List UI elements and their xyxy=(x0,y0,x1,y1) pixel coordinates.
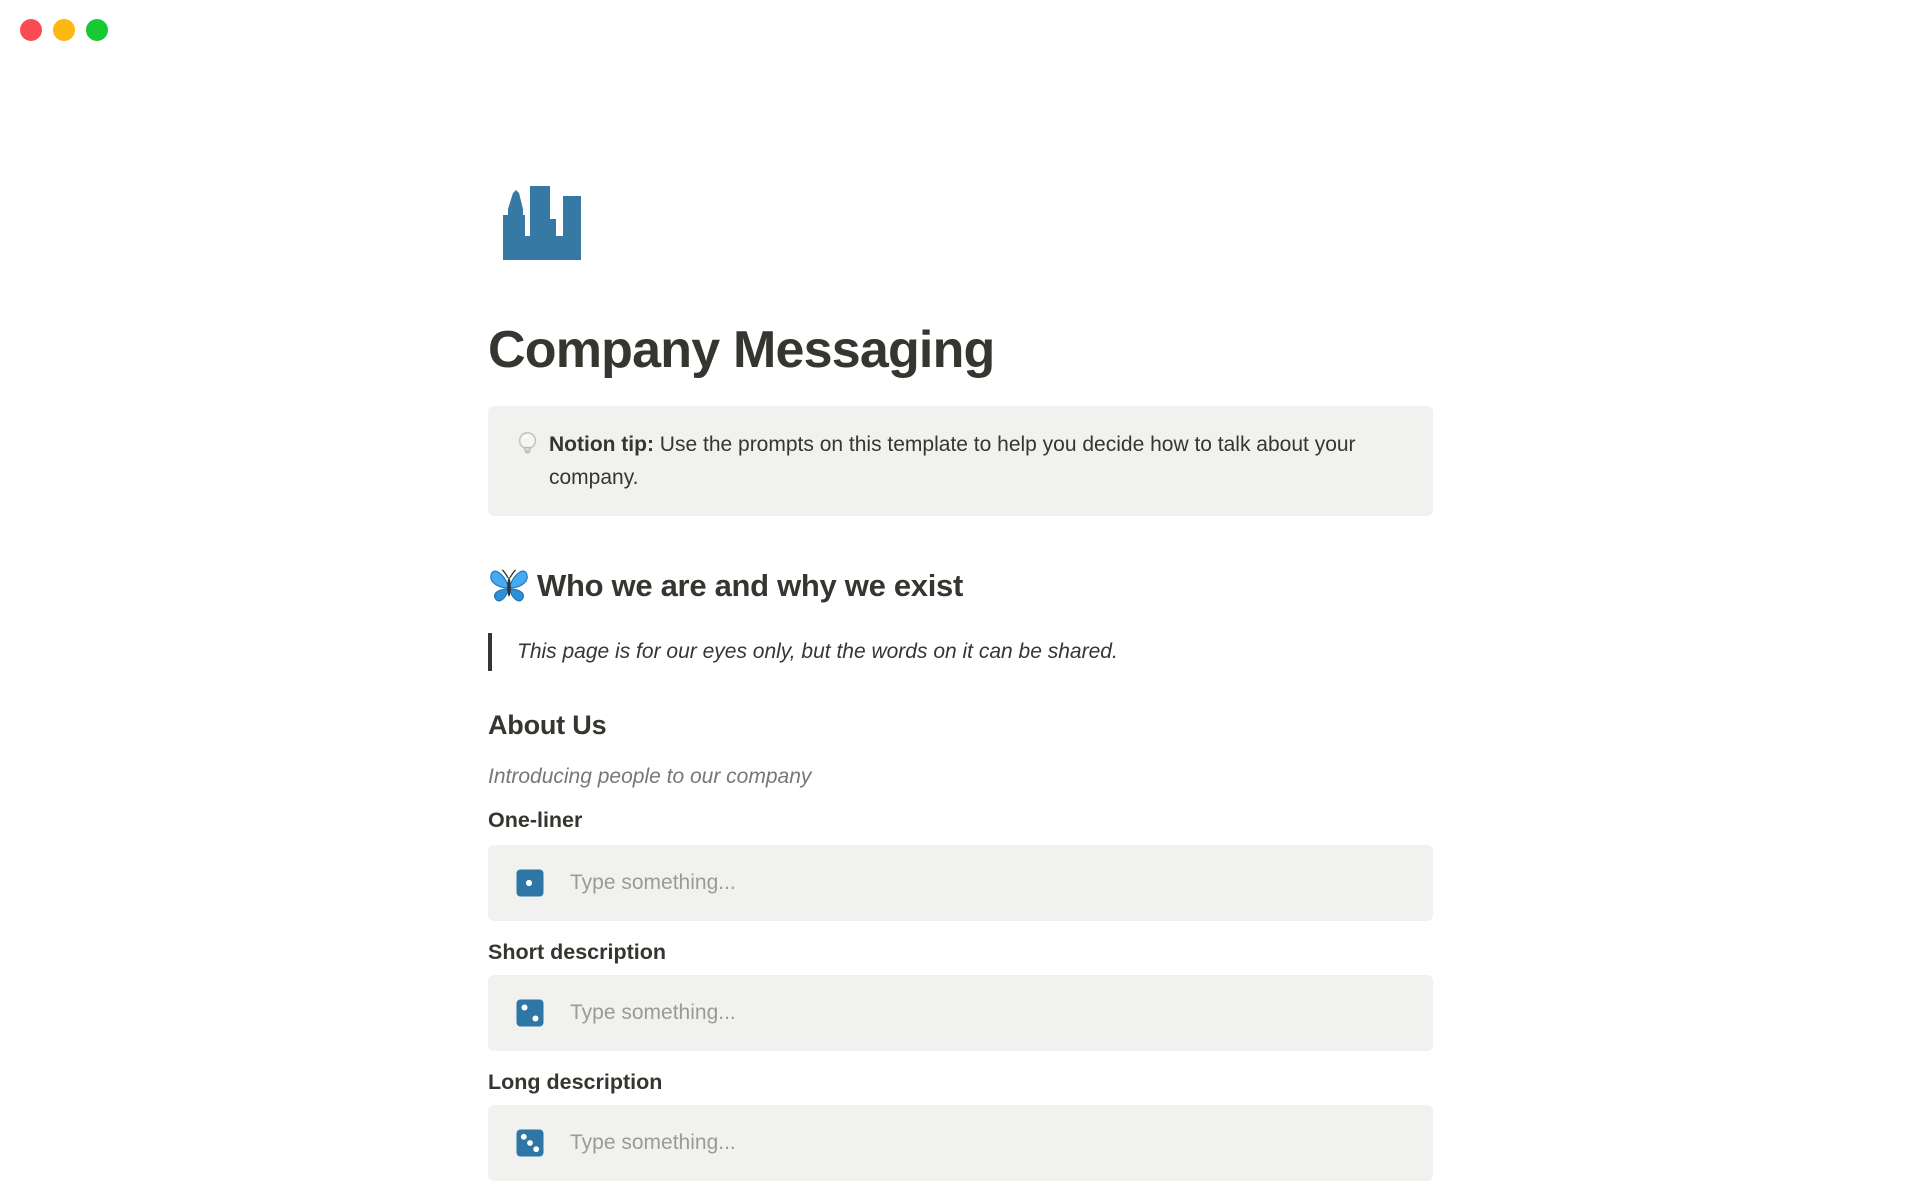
field-input-short-description[interactable] xyxy=(488,975,1433,1051)
minimize-window-button[interactable] xyxy=(53,19,75,41)
page-icon-city-buildings-icon[interactable] xyxy=(503,182,581,260)
section-heading-row xyxy=(488,563,963,609)
quote-block[interactable] xyxy=(488,633,1118,671)
section-heading[interactable]: Who we are and why we exist xyxy=(537,568,964,603)
quote-bar xyxy=(488,633,492,671)
zoom-window-button[interactable] xyxy=(86,19,108,41)
tip-body: Use the prompts on this template to help you decide how to talk about your company. xyxy=(549,433,1356,489)
placeholder-text: Type something... xyxy=(570,871,736,894)
field-label-one-liner: One-liner xyxy=(488,808,583,832)
about-us-heading[interactable]: About Us xyxy=(488,710,607,740)
butterfly-icon xyxy=(488,565,530,607)
light-bulb-icon xyxy=(514,430,541,457)
field-input-long-description[interactable] xyxy=(488,1105,1433,1181)
placeholder-text: Type something... xyxy=(570,1131,736,1154)
tip-text xyxy=(549,428,1393,494)
page-title[interactable]: Company Messaging xyxy=(488,321,995,379)
dice-one-icon xyxy=(516,869,544,897)
notion-page xyxy=(488,0,1433,1200)
field-label-long-description: Long description xyxy=(488,1070,663,1094)
dice-two-icon xyxy=(516,999,544,1027)
quote-text: This page is for our eyes only, but the words on it can be shared. xyxy=(517,640,1118,663)
placeholder-text: Type something... xyxy=(570,1001,736,1024)
field-input-one-liner[interactable] xyxy=(488,845,1433,921)
field-label-short-description: Short description xyxy=(488,940,666,964)
window-controls xyxy=(20,19,108,41)
tip-bold-prefix: Notion tip: xyxy=(549,433,654,456)
about-us-subtitle: Introducing people to our company xyxy=(488,765,812,788)
tip-callout[interactable] xyxy=(488,406,1433,516)
dice-three-icon xyxy=(516,1129,544,1157)
close-window-button[interactable] xyxy=(20,19,42,41)
